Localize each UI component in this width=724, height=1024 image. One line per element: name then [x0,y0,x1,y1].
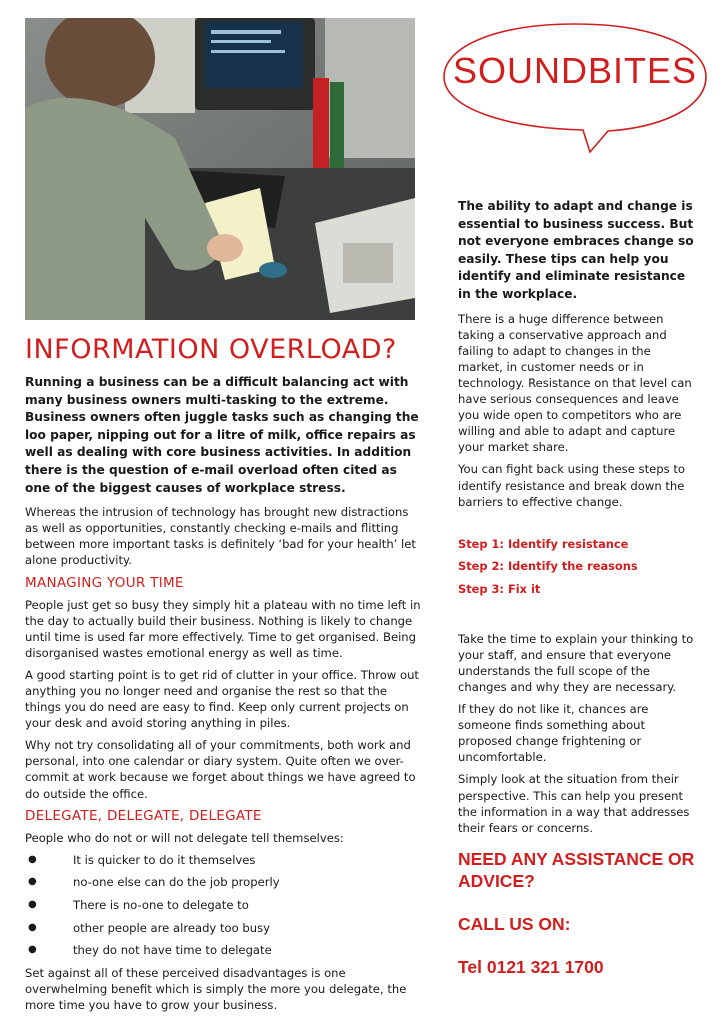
step-item: Step 2: Identify the reasons [458,559,638,574]
closing-paragraph: Set against all of these perceived disadvantages is one overwhelming benefit which is simply the more you delegate, the more time you have to grow your business. [25,965,407,1012]
steps-list [458,536,698,597]
list-item-text: no-one else can do the job properly [73,875,280,890]
section-heading-delegate: DELEGATE, DELEGATE, DELEGATE [25,807,262,824]
list-item-text: other people are already too busy [73,920,270,935]
bullet-icon: ● [28,921,37,933]
right-column [458,198,698,842]
step-item: Step 1: Identify resistance [458,536,629,551]
phone-number[interactable]: Tel 0121 321 1700 [458,957,604,977]
delegate-intro: People who do not or will not delegate tell themselves: [25,830,344,845]
soundbites-banner [440,20,710,155]
contact-callout [458,848,708,978]
right-paragraph: If they do not like it, chances are someone finds something about proposed change frightening or uncomfortable. [458,702,649,765]
right-paragraph: Take the time to explain your thinking to your staff, and ensure that everyone understands the full scope of the changes and why they are necessary. [458,631,694,694]
right-paragraph: There is a huge difference between taking a conservative approach and failing to adapt to changes in the market, in customer needs or in technology. Resistance on that level can have serious consequences and leave you wide open to competitors who are willing and able to adapt and capture your market share. [458,311,692,455]
office-photo-illustration [25,18,415,320]
list-item [25,920,423,936]
office-photo [25,18,415,320]
call-us-label: CALL US ON: [458,914,571,934]
right-paragraph: Simply look at the situation from their perspective. This can help you present the information in a way that addresses their fears or concerns. [458,772,690,835]
list-item-text: There is no-one to delegate to [73,897,249,912]
time-paragraph: Why not try consolidating all of your commitments, both work and personal, into one calendar or diary system. Quite often we over-commit at work because we forget about things we have agreed to do outside the office. [25,738,416,801]
section-heading-time: MANAGING YOUR TIME [25,574,184,591]
right-lead-paragraph: The ability to adapt and change is essential to business success. But not everyone embraces change so easily. These tips can help you identify and eliminate resistance in the workplace. [458,199,694,301]
list-item [25,897,423,913]
delegate-list [25,852,423,958]
time-paragraph: A good starting point is to get rid of clutter in your office. Throw out anything you no longer need and organise the rest so that the things you do need are easy to find. Keep only current projects on your desk and avoid storing anything in piles. [25,667,419,731]
list-item-text: they do not have time to delegate [73,943,272,958]
bullet-icon: ● [28,876,37,888]
left-column [25,334,423,1019]
lead-paragraph: Running a business can be a difficult balancing act with many business owners multi-tasking to the extreme. Business owners often juggle tasks such as changing the loo paper, nipping out for a litre of milk, office repairs as well as dealing with core business activities. In addition there is the question of e-mail overload often cited as one of the biggest causes of workplace stress. [25,375,419,495]
bullet-icon: ● [28,944,37,956]
bullet-icon: ● [28,853,37,865]
list-item-text: It is quicker to do it themselves [73,852,256,867]
time-paragraph: People just get so busy they simply hit a plateau with no time left in the day to actually build their business. Nothing is likely to change until time is used far more effectively. Time to get organised. Being disorganised wastes emotional energy as well as time. [25,597,421,660]
list-item [25,874,423,890]
list-item [25,942,423,958]
page-title: INFORMATION OVERLOAD? [25,334,397,365]
list-item [25,852,423,868]
right-paragraph: You can fight back using these steps to identify resistance and break down the barriers to effective change. [458,462,685,509]
banner-title: SOUNDBITES [452,50,698,91]
bullet-icon: ● [28,898,37,910]
assistance-question: NEED ANY ASSISTANCE OR ADVICE? [458,849,695,891]
step-item: Step 3: Fix it [458,581,541,596]
intro-paragraph: Whereas the intrusion of technology has brought new distractions as well as opportunities, constantly checking e-mails and flitting between more important tasks is definitely ‘bad for your health’ let alone productivity. [25,505,416,568]
